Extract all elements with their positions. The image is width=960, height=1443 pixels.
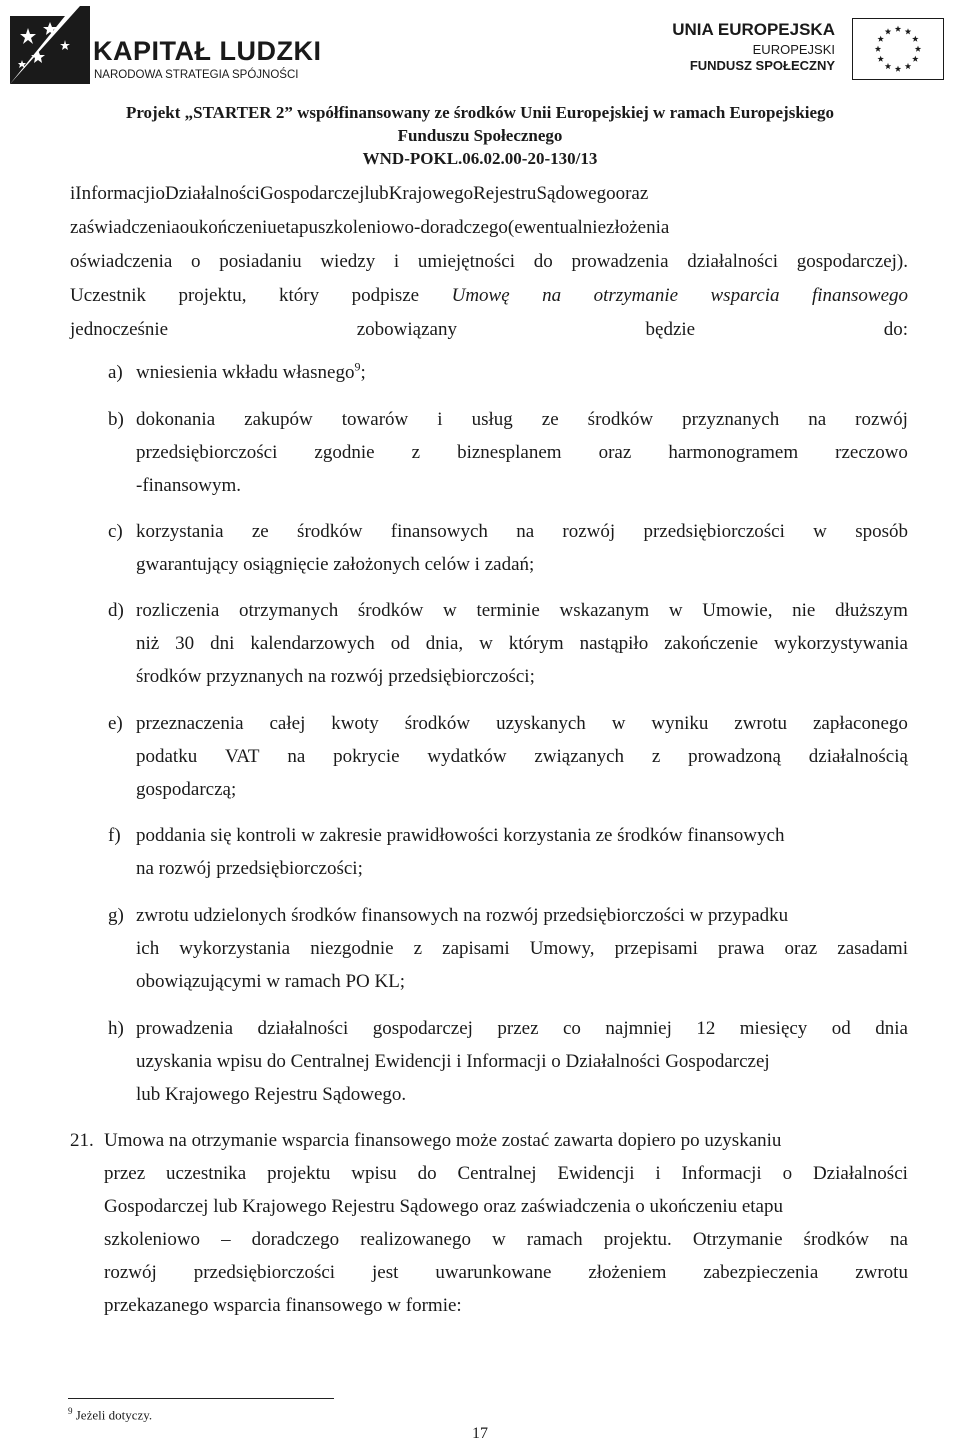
intro-line: zaświadczeniaoukończeniuetapuszkoleniowo-doradczego(ewentualniezłożenia — [70, 217, 670, 238]
eu-fund-line2: FUNDUSZ SPOŁECZNY — [689, 58, 835, 73]
section-line: szkoleniowo – doradczego realizowanego w ramach projektu. Otrzymanie środków na — [104, 1229, 908, 1250]
list-item-line: gospodarczą; — [136, 779, 237, 800]
project-number: WND-POKL.06.02.00-20-130/13 — [362, 149, 598, 168]
list-item-label: c) — [108, 521, 123, 542]
intro-paragraph — [70, 177, 908, 347]
list-item-line: rozliczenia otrzymanych środków w terminie wskazanym w Umowie, nie dłuższym — [136, 600, 908, 621]
list-item-label: a) — [108, 362, 123, 383]
list-item-label: d) — [108, 600, 124, 621]
section-line: przekazanego wsparcia finansowego w formie: — [104, 1295, 462, 1316]
eu-title: UNIA EUROPEJSKA — [672, 20, 835, 39]
eu-fund-line1: EUROPEJSKI — [752, 42, 835, 57]
footnote — [68, 1406, 152, 1423]
list-item-line: podatku VAT na pokrycie wydatków związanych z prowadzoną działalnością — [136, 746, 908, 767]
intro-text: Uczestnik projektu, który podpisze — [70, 285, 420, 306]
footnote-divider — [68, 1398, 334, 1399]
section-line: przez uczestnika projektu wpisu do Centralnej Ewidencji i Informacji o Działalności — [104, 1163, 908, 1184]
project-header — [0, 101, 960, 170]
page-number: 17 — [472, 1425, 488, 1442]
list-item-line: lub Krajowego Rejestru Sądowego. — [136, 1084, 407, 1105]
list-item-line: korzystania ze środków finansowych na rozwój przedsiębiorczości w sposób — [136, 521, 908, 542]
list-item-label: b) — [108, 409, 124, 430]
list-item-line: poddania się kontroli w zakresie prawidłowości korzystania ze środków finansowych — [136, 825, 785, 846]
footnote-number: 9 — [68, 1406, 73, 1416]
list-item-line: zwrotu udzielonych środków finansowych na rozwój przedsiębiorczości w przypadku — [136, 905, 789, 926]
section-line: Gospodarczej lub Krajowego Rejestru Sądowego oraz zaświadczenia o ukończeniu etapu — [104, 1196, 783, 1217]
list-item-line: dokonania zakupów towarów i usług ze środków przyznanych na rozwój — [136, 409, 908, 430]
list-item-line: prowadzenia działalności gospodarczej przez co najmniej 12 miesięcy od dnia — [136, 1018, 908, 1039]
list-item-line: przedsiębiorczości zgodnie z biznesplanem oraz harmonogramem rzeczowo — [136, 442, 908, 463]
footnote-text: Jeżeli dotyczy. — [75, 1407, 153, 1423]
footnote-ref: 9 — [354, 359, 361, 374]
project-title-line2: Funduszu Społecznego — [397, 126, 563, 145]
list-item-line: obowiązującymi w ramach PO KL; — [136, 971, 406, 992]
section-line: rozwój przedsiębiorczości jest uwarunkowane złożeniem zabezpieczenia zwrotu — [104, 1262, 908, 1283]
list-item-text: wniesienia wkładu własnego — [136, 362, 355, 383]
section-line: Umowa na otrzymanie wsparcia finansowego może zostać zawarta dopiero po uzyskaniu — [104, 1130, 782, 1151]
list-item-line: niż 30 dni kalendarzowych od dnia, w którym nastąpiło zakończenie wykorzystywania — [136, 633, 908, 654]
kapital-ludzki-logo — [10, 6, 322, 86]
list-item-label: h) — [108, 1018, 124, 1039]
list-item-tail: ; — [360, 362, 366, 383]
list-item-line: gwarantujący osiągnięcie założonych celów i zadań; — [136, 554, 535, 575]
contract-name: Umowę na otrzymanie wsparcia finansowego — [451, 285, 908, 306]
list-item-line: -finansowym. — [136, 475, 242, 496]
list-item-label: f) — [108, 825, 121, 846]
logo-title: KAPITAŁ LUDZKI — [93, 36, 322, 66]
list-item-label: e) — [108, 713, 123, 734]
list-item-line: środków przyznanych na rozwój przedsiębiorczości; — [136, 666, 535, 687]
unia-europejska-logo — [672, 18, 945, 78]
intro-line: jednocześnie zobowiązany będzie do: — [70, 319, 908, 340]
list-item-line — [136, 356, 908, 389]
project-title-line1: Projekt „STARTER 2” współfinansowany ze środków Unii Europejskiej w ramach Europejskiego — [125, 103, 835, 122]
list-item-line: uzyskania wpisu do Centralnej Ewidencji i Informacji o Działalności Gospodarczej — [136, 1051, 770, 1072]
list-item-line: przeznaczenia całej kwoty środków uzyskanych w wyniku zwrotu zapłaconego — [136, 713, 908, 734]
kapital-ludzki-emblem-icon — [10, 6, 90, 84]
section-number: 21. — [70, 1130, 94, 1151]
logo-subtitle: NARODOWA STRATEGIA SPÓJNOŚCI — [94, 69, 299, 81]
intro-line-mixed — [70, 279, 908, 313]
list-item-line: na rozwój przedsiębiorczości; — [136, 858, 363, 879]
list-item-label: g) — [108, 905, 124, 926]
intro-line: oświadczenia o posiadaniu wiedzy i umiejętności do prowadzenia działalności gospodarczej). — [70, 251, 908, 272]
list-item-line: ich wykorzystania niezgodnie z zapisami Umowy, przepisami prawa oraz zasadami — [136, 938, 908, 959]
eu-flag-icon — [852, 18, 944, 80]
intro-line: iInformacjioDziałalnościGospodarczejlubKrajowegoRejestruSądowegooraz — [70, 183, 649, 204]
